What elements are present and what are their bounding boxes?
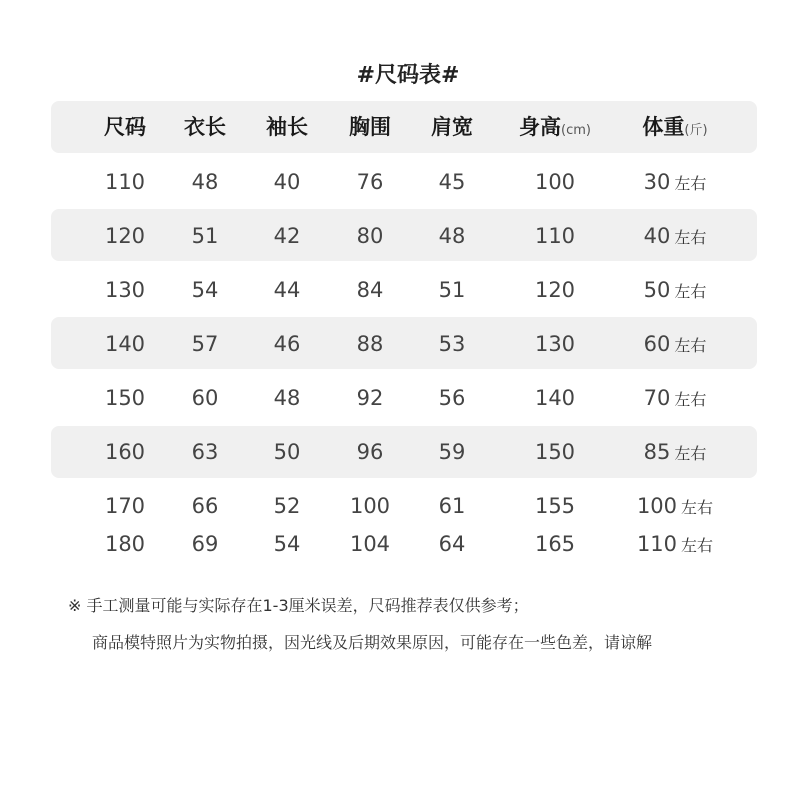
cell-height: 150 [534, 440, 576, 464]
cell-weight [620, 275, 730, 307]
note-color: 商品模特照片为实物拍摄，因光线及后期效果原因，可能存在一些色差，请谅解 [92, 633, 653, 652]
cell-length: 63 [191, 440, 219, 464]
approx-label: 左右 [674, 336, 707, 355]
weight-value: 85 [643, 440, 671, 464]
cell-sleeve: 42 [273, 224, 301, 248]
cell-chest: 84 [356, 278, 384, 302]
table-header [0, 112, 800, 142]
approx-label: 左右 [674, 282, 707, 301]
cell-height: 155 [534, 494, 576, 518]
cell-shoulder: 51 [438, 278, 466, 302]
cell-height: 100 [534, 170, 576, 194]
cell-chest: 100 [349, 494, 391, 518]
table-row [0, 529, 800, 559]
table-row [0, 329, 800, 359]
header-sleeve: 袖长 [266, 115, 308, 139]
cell-sleeve: 44 [273, 278, 301, 302]
header-height: 身高(cm) [519, 115, 591, 139]
weight-value: 70 [643, 386, 671, 410]
height-unit: (cm) [561, 123, 591, 138]
approx-label: 左右 [674, 444, 707, 463]
cell-weight [620, 529, 730, 561]
cell-height: 110 [534, 224, 576, 248]
cell-sleeve: 50 [273, 440, 301, 464]
cell-height: 120 [534, 278, 576, 302]
cell-weight [620, 329, 730, 361]
cell-size: 110 [104, 170, 146, 194]
weight-value: 30 [643, 170, 671, 194]
cell-sleeve: 40 [273, 170, 301, 194]
cell-weight [620, 437, 730, 469]
cell-size: 120 [104, 224, 146, 248]
cell-size: 160 [104, 440, 146, 464]
cell-length: 69 [191, 532, 219, 556]
header-shoulder: 肩宽 [431, 115, 473, 139]
cell-size: 130 [104, 278, 146, 302]
weight-value: 110 [636, 532, 678, 556]
cell-weight [620, 221, 730, 253]
weight-value: 100 [636, 494, 678, 518]
cell-length: 54 [191, 278, 219, 302]
cell-shoulder: 59 [438, 440, 466, 464]
header-chest: 胸围 [349, 115, 391, 139]
cell-chest: 104 [349, 532, 391, 556]
cell-shoulder: 61 [438, 494, 466, 518]
page-title: #尺码表# [356, 63, 460, 88]
cell-size: 180 [104, 532, 146, 556]
table-row [0, 437, 800, 467]
approx-label: 左右 [674, 174, 707, 193]
cell-shoulder: 56 [438, 386, 466, 410]
cell-height: 130 [534, 332, 576, 356]
approx-label: 左右 [681, 498, 714, 517]
weight-value: 60 [643, 332, 671, 356]
cell-length: 60 [191, 386, 219, 410]
cell-shoulder: 45 [438, 170, 466, 194]
cell-weight [620, 167, 730, 199]
cell-height: 140 [534, 386, 576, 410]
cell-size: 170 [104, 494, 146, 518]
table-row [0, 221, 800, 251]
cell-sleeve: 52 [273, 494, 301, 518]
cell-height: 165 [534, 532, 576, 556]
cell-chest: 88 [356, 332, 384, 356]
note-measurement: ※ 手工测量可能与实际存在1-3厘米误差，尺码推荐表仅供参考； [68, 596, 529, 615]
header-size: 尺码 [104, 115, 146, 139]
table-row [0, 383, 800, 413]
cell-length: 66 [191, 494, 219, 518]
header-weight: 体重(斤) [642, 115, 708, 139]
cell-size: 150 [104, 386, 146, 410]
table-row [0, 491, 800, 521]
weight-value: 40 [643, 224, 671, 248]
table-row [0, 275, 800, 305]
weight-value: 50 [643, 278, 671, 302]
cell-length: 48 [191, 170, 219, 194]
cell-length: 51 [191, 224, 219, 248]
cell-sleeve: 48 [273, 386, 301, 410]
cell-shoulder: 53 [438, 332, 466, 356]
approx-label: 左右 [674, 390, 707, 409]
weight-unit: (斤) [684, 123, 708, 138]
cell-weight [620, 383, 730, 415]
cell-size: 140 [104, 332, 146, 356]
cell-weight [620, 491, 730, 523]
cell-shoulder: 48 [438, 224, 466, 248]
table-row [0, 167, 800, 197]
approx-label: 左右 [681, 536, 714, 555]
cell-chest: 76 [356, 170, 384, 194]
cell-sleeve: 54 [273, 532, 301, 556]
cell-shoulder: 64 [438, 532, 466, 556]
cell-length: 57 [191, 332, 219, 356]
cell-chest: 80 [356, 224, 384, 248]
header-length: 衣长 [184, 115, 226, 139]
approx-label: 左右 [674, 228, 707, 247]
cell-sleeve: 46 [273, 332, 301, 356]
cell-chest: 96 [356, 440, 384, 464]
cell-chest: 92 [356, 386, 384, 410]
